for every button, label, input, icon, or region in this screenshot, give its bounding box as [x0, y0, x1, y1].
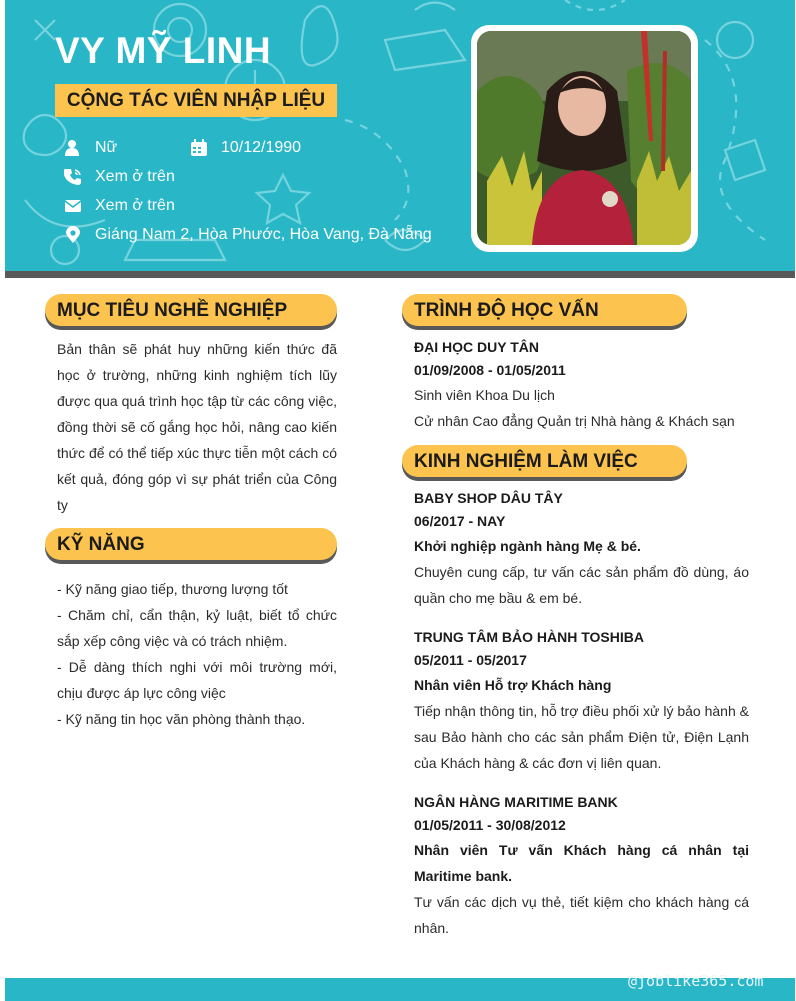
education-period: 01/09/2008 - 01/05/2011 — [414, 362, 566, 378]
candidate-name: VY MỸ LINH — [55, 30, 272, 71]
phone-value: Xem ở trên — [95, 168, 175, 185]
job-role: Nhân viên Hỗ trợ Khách hàng — [414, 677, 612, 693]
job-description: Tư vấn các dịch vụ thẻ, tiết kiệm cho khách hàng cá nhân. — [414, 894, 749, 936]
job-description: Chuyên cung cấp, tư vấn các sản phẩm đồ dùng, áo quần cho mẹ bầu & em bé. — [414, 564, 749, 606]
watermark-text: @joblike365.com — [628, 972, 764, 990]
skill-item: - Chăm chỉ, cẩn thận, kỷ luật, biết tổ chức sắp xếp công việc và có trách nhiệm. — [57, 607, 337, 649]
location-pin-icon — [64, 226, 82, 244]
education-school: ĐẠI HỌC DUY TÂN — [414, 339, 539, 355]
phone-icon — [64, 168, 82, 186]
job-company: TRUNG TÂM BẢO HÀNH TOSHIBA — [414, 629, 644, 645]
skill-item: - Kỹ năng giao tiếp, thương lượng tốt — [57, 581, 288, 597]
job-role: Khởi nghiệp ngành hàng Mẹ & bé. — [414, 538, 641, 554]
skills-heading: KỸ NĂNG — [45, 528, 337, 560]
skills-list — [57, 576, 337, 732]
education-line: Cử nhân Cao đẳng Quản trị Nhà hàng & Khách sạn — [414, 413, 735, 429]
envelope-icon — [64, 197, 82, 215]
header-divider — [5, 271, 795, 278]
job-period: 06/2017 - NAY — [414, 513, 506, 529]
birthdate-value: 10/12/1990 — [221, 139, 302, 156]
objective-heading: MỤC TIÊU NGHỀ NGHIỆP — [45, 294, 337, 326]
skill-item: - Kỹ năng tin học văn phòng thành thạo. — [57, 711, 306, 727]
education-line: Sinh viên Khoa Du lịch — [414, 387, 555, 403]
objective-text: Bản thân sẽ phát huy những kiến thức đã học ở trường, những kinh nghiệm tích lũy được qua quá trình học tập từ các công việc, đồng thời sẽ cố gắng học hỏi, nâng cao kiến thức để có thể tiếp xúc thực tiễn một cách có kết quả, đóng góp vì sự phát triển của Công ty — [57, 341, 337, 513]
job-description: Tiếp nhận thông tin, hỗ trợ điều phối xử lý bảo hành & sau Bảo hành cho các sản phẩm Điện tử, Điện Lạnh của Khách hàng & các đơn vị liên quan. — [414, 703, 749, 771]
skill-item: - Dễ dàng thích nghi với môi trường mới, chịu được áp lực công việc — [57, 659, 337, 701]
job-period: 05/2011 - 05/2017 — [414, 652, 527, 668]
experience-heading: KINH NGHIỆM LÀM VIỆC — [402, 445, 687, 477]
job-role: Nhân viên Tư vấn Khách hàng cá nhân tại Maritime bank. — [414, 842, 749, 884]
calendar-icon — [190, 139, 208, 157]
email-value: Xem ở trên — [95, 197, 175, 214]
profile-photo — [477, 31, 691, 245]
user-icon — [64, 139, 82, 157]
job-company: NGÂN HÀNG MARITIME BANK — [414, 794, 618, 810]
job-title: CỘNG TÁC VIÊN NHẬP LIỆU — [55, 84, 337, 117]
address-value: Giáng Nam 2, Hòa Phước, Hòa Vang, Đà Nẵng — [95, 226, 432, 243]
education-heading: TRÌNH ĐỘ HỌC VẤN — [402, 294, 687, 326]
job-period: 01/05/2011 - 30/08/2012 — [414, 817, 566, 833]
gender-value: Nữ — [95, 139, 118, 156]
profile-photo-illustration — [477, 31, 691, 245]
job-company: BABY SHOP DÂU TÂY — [414, 490, 563, 506]
